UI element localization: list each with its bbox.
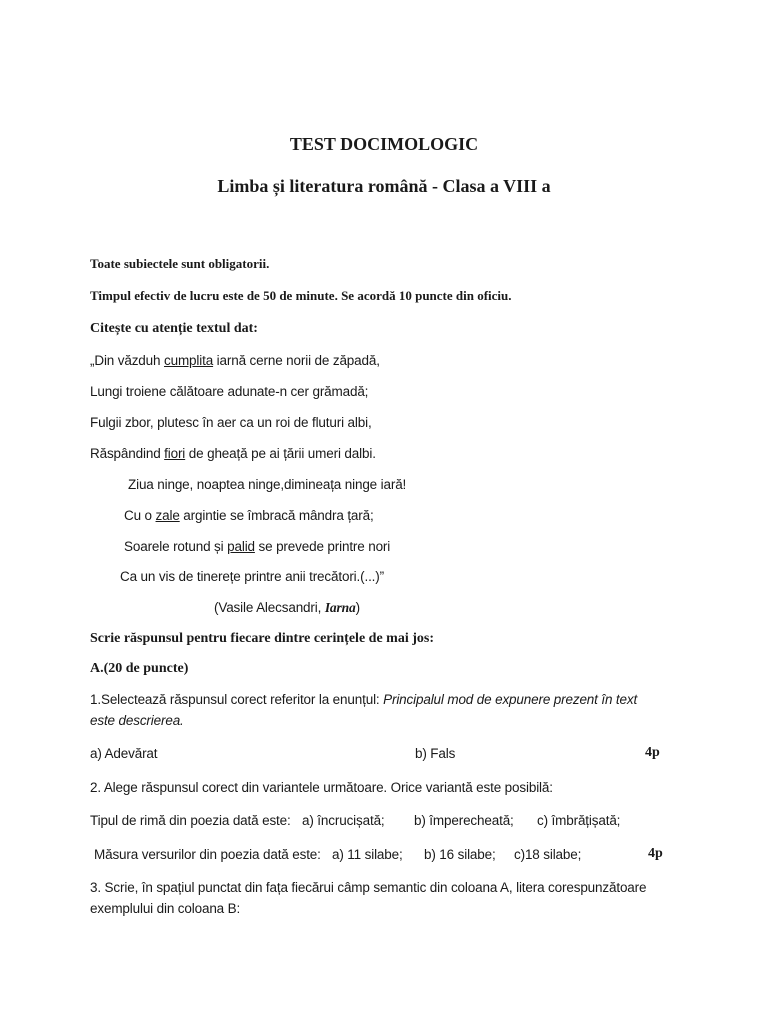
- poem-line-7: [124, 538, 390, 556]
- instruction-mandatory: Toate subiectele sunt obligatorii.: [90, 256, 270, 271]
- poem-line-8: Ca un vis de tinerețe printre anii trecători.(...)”: [120, 569, 384, 584]
- poem-source-close: ): [355, 600, 360, 615]
- question-1-prompt: 1.Selectează răspunsul corect referitor la enunțul:: [90, 692, 384, 707]
- question-1-points: 4p: [645, 745, 660, 760]
- poem-text: Soarele rotund și: [124, 539, 228, 554]
- poem-underlined-word: palid: [227, 539, 255, 554]
- question-2-rhyme-option-b: b) împerecheată;: [414, 813, 514, 828]
- question-2-rhyme-option-c: c) îmbrățișată;: [537, 813, 621, 828]
- question-2-meter-label: Măsura versurilor din poezia dată este:: [94, 847, 321, 862]
- poem-text: iarnă cerne norii de zăpadă,: [213, 353, 380, 368]
- poem-line-4: [90, 445, 376, 463]
- question-3-line-1: 3. Scrie, în spațiul punctat din fața fiecărui câmp semantic din coloana A, litera corespunzătoare: [90, 880, 647, 895]
- document-title: TEST DOCIMOLOGIC: [289, 134, 479, 154]
- question-2-rhyme-label: Tipul de rimă din poezia dată este:: [90, 813, 291, 828]
- poem-source: [214, 599, 360, 617]
- question-2-meter-option-c: c)18 silabe;: [514, 847, 582, 862]
- poem-underlined-word: fiori: [164, 446, 186, 461]
- poem-text: argintie se îmbracă mândra țară;: [179, 508, 374, 523]
- poem-line-6: [124, 507, 374, 525]
- poem-underlined-word: zale: [155, 508, 180, 523]
- question-2-rhyme-option-a: a) încrucișată;: [302, 813, 385, 828]
- poem-title: Iarna: [324, 600, 356, 615]
- poem-text: „Din văzduh: [90, 353, 164, 368]
- question-2-meter-option-b: b) 16 silabe;: [424, 847, 496, 862]
- poem-underlined-word: cumplita: [164, 353, 214, 368]
- instruction-read: Citește cu atenție textul dat:: [90, 321, 258, 336]
- poem-text: Răspândind: [90, 446, 165, 461]
- instruction-time: Timpul efectiv de lucru este de 50 de minute. Se acordă 10 puncte din oficiu.: [90, 288, 512, 303]
- poem-line-3: Fulgii zbor, plutesc în aer ca un roi de fluturi albi,: [90, 415, 372, 430]
- question-1-option-a: a) Adevărat: [90, 746, 158, 761]
- section-a-heading: A.(20 de puncte): [90, 661, 189, 676]
- document-subtitle: Limba și literatura română - Clasa a VIII a: [217, 176, 551, 196]
- question-1-statement: Principalul mod de expunere prezent în text: [383, 692, 638, 707]
- task-intro: Scrie răspunsul pentru fiecare dintre cerințele de mai jos:: [90, 631, 434, 646]
- question-3-line-2: exemplului din coloana B:: [90, 901, 241, 916]
- poem-text: Cu o: [124, 508, 156, 523]
- question-2-points: 4p: [648, 846, 663, 861]
- question-1-option-b: b) Fals: [415, 746, 456, 761]
- poem-line-2: Lungi troiene călătoare adunate-n cer grămadă;: [90, 384, 369, 399]
- question-2-prompt: 2. Alege răspunsul corect din variantele următoare. Orice variantă este posibilă:: [90, 780, 553, 795]
- poem-line-5: Ziua ninge, noaptea ninge,dimineața ninge iară!: [128, 477, 407, 492]
- poem-author: (Vasile Alecsandri,: [214, 600, 325, 615]
- question-1-line-2: este descrierea.: [90, 713, 184, 728]
- question-2-meter-option-a: a) 11 silabe;: [332, 847, 403, 862]
- poem-line-1: [90, 352, 380, 370]
- poem-text: de gheață pe ai țării umeri dalbi.: [185, 446, 376, 461]
- poem-text: se prevede printre nori: [254, 539, 391, 554]
- question-1-line-1: [90, 691, 637, 709]
